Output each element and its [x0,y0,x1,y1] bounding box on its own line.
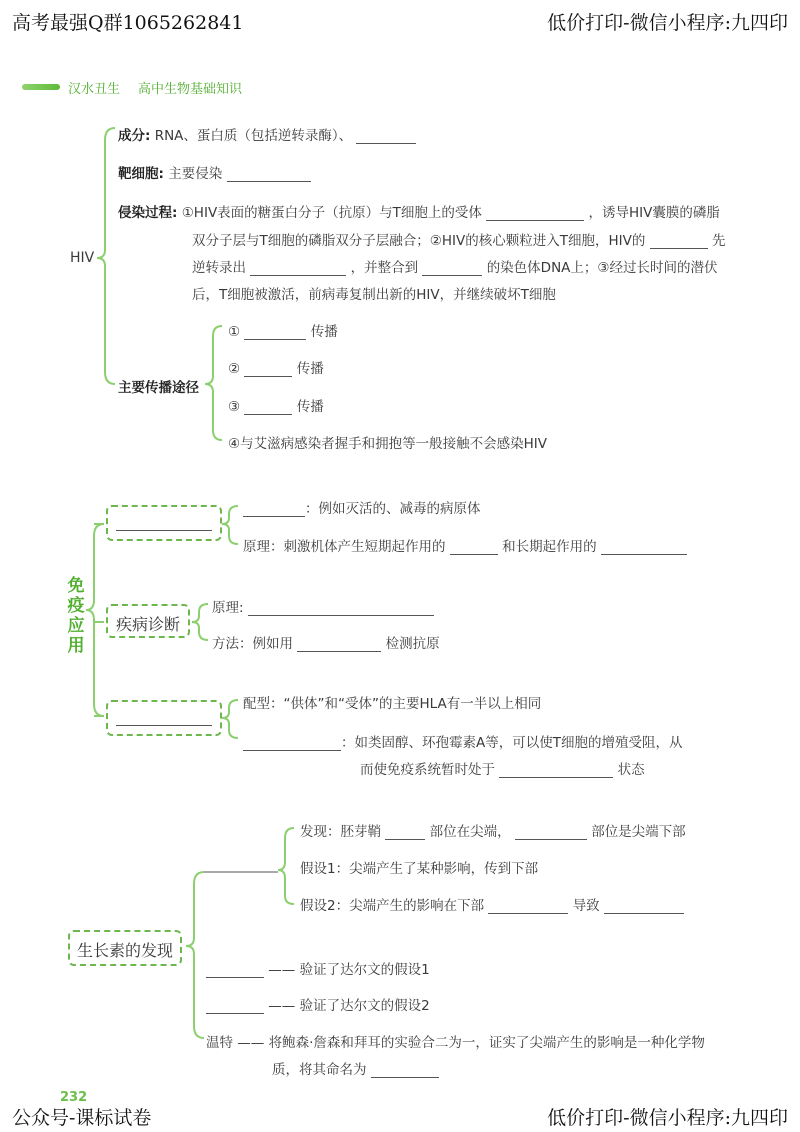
route-blank-1[interactable] [244,325,306,340]
auxin-hypothesis-1: 假设1：尖端产生了某种影响，传到下部 [300,861,539,877]
vaccine-principle-row [243,535,687,555]
diagnosis-principle-label: 原理: [212,600,244,616]
immune-root-label [66,576,86,656]
auxin-root-label: 生长素的发现 [76,941,173,960]
target-label: 靶细胞: [118,166,164,182]
infection-row-4: 后，T细胞被激活，前病毒复制出新的HIV，并继续破坏T细胞 [192,287,556,303]
diagnosis-method-b: 检测抗原 [385,636,440,652]
transplant-drug-blank[interactable] [243,736,341,751]
infection-label: 侵染过程: [118,205,178,221]
vaccine-blank-short-term[interactable] [450,540,498,555]
header-left-text: 高考最强Q群1065262841 [12,12,244,34]
infection-text-3a: 逆转录出 [192,260,246,276]
auxin-discovery-b: 部位在尖端， [429,824,511,840]
infection-blank-dna[interactable] [250,261,346,276]
infection-text-3b: ，并整合到 [350,260,419,276]
auxin-blank-scientist-2[interactable] [206,999,264,1014]
infection-text-1b: ，诱导HIV囊膜的磷脂 [588,205,720,221]
route-blank-3[interactable] [244,400,292,415]
footer-left-text: 公众号-课标试卷 [12,1107,152,1129]
page-number: 232 [60,1090,88,1105]
auxin-verify-2: —— 验证了达尔文的假设2 [268,998,430,1014]
route-suffix-1: 传播 [310,324,338,340]
auxin-went-b: 质，将其命名为 [272,1062,367,1078]
auxin-verify-1: —— 验证了达尔文的假设1 [268,962,430,978]
diagnosis-principle-blank[interactable] [248,601,434,616]
auxin-verify-2-row [206,994,430,1014]
transplant-drug-row-2 [360,758,645,778]
transplant-state-blank[interactable] [499,763,613,778]
auxin-went-row-2 [272,1058,439,1078]
auxin-hypothesis-2-row [300,894,684,914]
target-row [118,162,311,182]
auxin-blank-scientist-1[interactable] [206,963,264,978]
infection-blank-genome[interactable] [650,234,708,249]
header-right-text: 低价打印-微信小程序:九四印 [547,12,788,34]
book-title: 高中生物基础知识 [138,82,243,97]
auxin-blank-cause[interactable] [488,899,568,914]
auxin-discovery-a: 发现：胚芽鞘 [300,824,381,840]
diagnosis-method-row [212,632,440,652]
route-row-2 [228,357,324,377]
diagnosis-label: 疾病诊断 [115,615,180,634]
route-row-3 [228,395,324,415]
infection-text-3c: 的染色体DNA上；③经过长时间的潜伏 [486,260,718,276]
diagnosis-box [106,604,190,638]
infection-text-1a: ①HIV表面的糖蛋白分子（抗原）与T细胞上的受体 [181,205,482,221]
diagnosis-method-a: 方法：例如用 [212,636,293,652]
infection-row-1 [118,201,720,221]
infection-text-2a: 双分子层与T细胞的磷脂双分子层融合；②HIV的核心颗粒进入T细胞，HIV的 [192,233,646,249]
route-blank-2[interactable] [244,362,292,377]
transmission-label: 主要传播途径 [118,380,199,396]
auxin-hypothesis-2b: 导致 [572,898,600,914]
transplant-drug-a: ：如类固醇、环孢霉素A等，可以使T细胞的增殖受阻，从 [341,735,683,751]
auxin-went-row-1: 温特 —— 将鲍森·詹森和拜耳的实验合二为一，证实了尖端产生的影响是一种化学物 [206,1035,705,1051]
route-suffix-3: 传播 [296,399,324,415]
hiv-root-label: HIV [70,250,95,266]
transplant-answer-line [116,725,212,726]
auxin-blank-name[interactable] [371,1063,439,1078]
auxin-hypothesis-2a: 假设2：尖端产生的影响在下部 [300,898,485,914]
composition-label: 成分: [118,128,151,144]
route-number-1: ① [228,324,241,340]
transplant-drug-c: 状态 [617,762,645,778]
transplant-answer-box[interactable] [106,700,222,736]
route-number-3: ③ [228,399,241,415]
composition-row [118,124,416,144]
infection-row-3 [192,256,718,276]
composition-text: RNA、蛋白质（包括逆转录酶）、 [154,128,353,144]
transplant-match-row: 配型：“供体”和“受体”的主要HLA有一半以上相同 [243,696,542,712]
vaccine-answer-box[interactable] [106,505,222,541]
route-suffix-2: 传播 [296,361,324,377]
infection-row-2 [192,229,725,249]
auxin-root-box [68,930,182,966]
target-blank[interactable] [227,167,311,182]
route-number-2: ② [228,361,241,377]
vaccine-answer-line [116,530,212,531]
transplant-drug-b: 而使免疫系统暂时处于 [360,762,495,778]
auxin-blank-effect[interactable] [604,899,684,914]
route-row-4: ④与艾滋病感染者握手和拥抱等一般接触不会感染HIV [228,436,547,452]
auxin-discovery-c: 部位是尖端下部 [591,824,686,840]
vaccine-principle-a: 原理：刺激机体产生短期起作用的 [243,539,446,555]
footer-right-text: 低价打印-微信小程序:九四印 [547,1107,788,1129]
auxin-blank-bend[interactable] [515,825,587,840]
target-text: 主要侵染 [168,166,223,182]
auxin-verify-1-row [206,958,430,978]
composition-blank[interactable] [356,129,416,144]
immune-root-text: 免 疫 应 用 [67,576,85,656]
vaccine-example-row [243,497,481,517]
infection-blank-receptor[interactable] [486,206,584,221]
vaccine-type-blank[interactable] [243,502,305,517]
auxin-blank-sense[interactable] [385,825,425,840]
infection-blank-host[interactable] [422,261,482,276]
vaccine-example-text: ：例如灭活的、减毒的病原体 [305,501,481,517]
publisher-label: 汉水丑生 [68,82,121,97]
auxin-discovery-row [300,820,686,840]
diagnosis-method-blank[interactable] [297,637,381,652]
vaccine-principle-b: 和长期起作用的 [502,539,597,555]
diagnosis-principle-row [212,596,434,616]
vaccine-blank-long-term[interactable] [601,540,687,555]
infection-text-2b: 先 [711,233,726,249]
route-row-1 [228,320,338,340]
transplant-drug-row [243,731,682,751]
